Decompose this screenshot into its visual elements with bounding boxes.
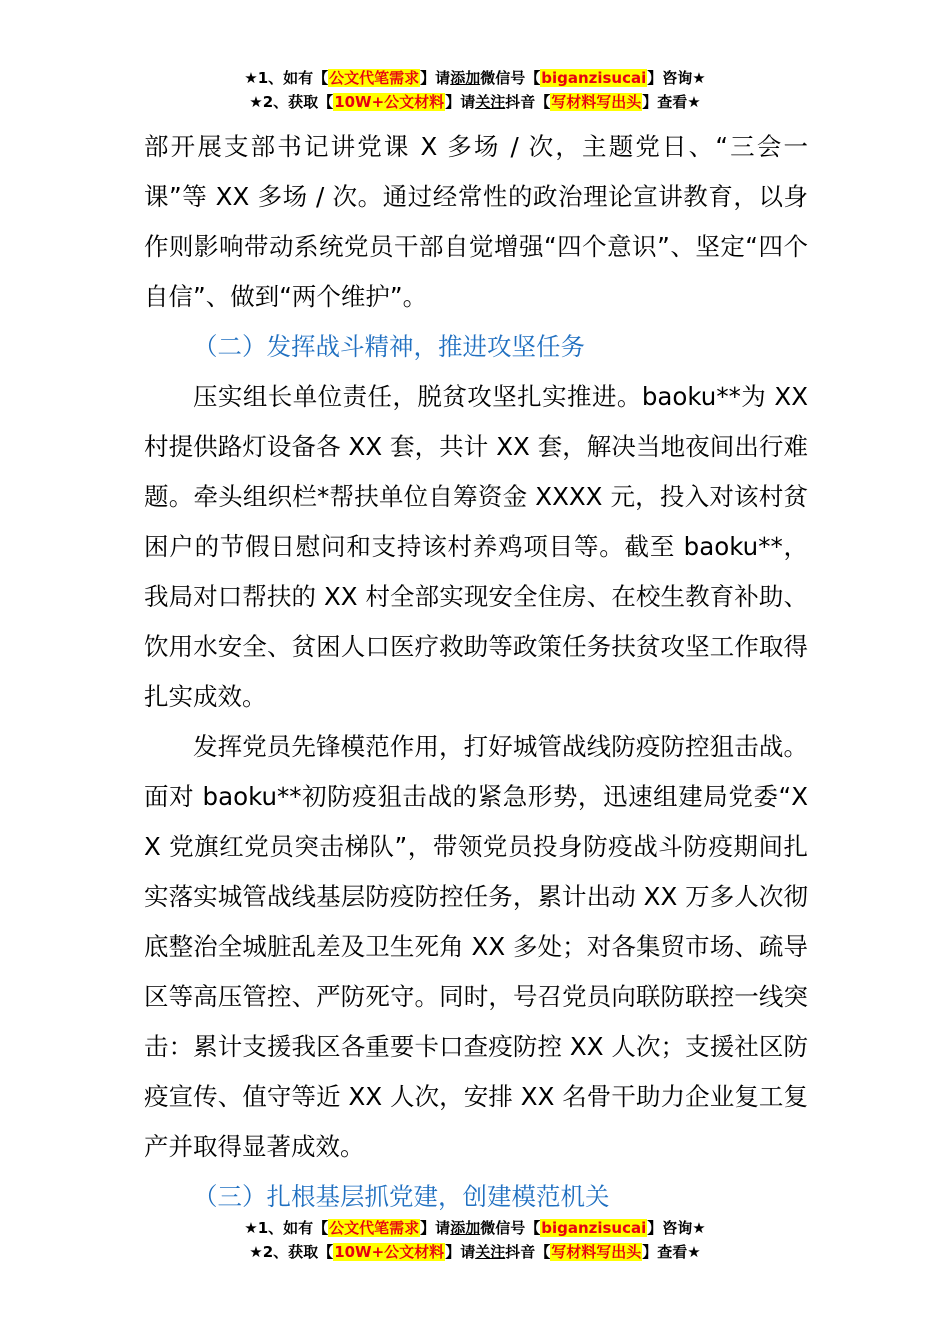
banner-highlight: 写材料写出头	[551, 93, 642, 111]
banner-underline: 关注	[475, 1243, 506, 1261]
banner-highlight: biganzisucai	[541, 69, 647, 87]
banner-text: 抖音【	[505, 93, 551, 111]
banner-highlight: 10W+公文材料	[334, 93, 445, 111]
banner-text: 】请	[445, 93, 476, 111]
header-banner	[0, 66, 950, 114]
banner-line-1	[0, 66, 950, 90]
banner-text: 微信号【	[480, 69, 541, 87]
banner-text: 抖音【	[505, 1243, 551, 1261]
banner-text: ★1、如有【	[244, 69, 329, 87]
banner-underline: 添加	[450, 69, 481, 87]
banner-text: ★1、如有【	[244, 1219, 329, 1237]
banner-highlight: 公文代笔需求	[329, 69, 420, 87]
banner-text: 】请	[445, 1243, 476, 1261]
banner-text: 】查看★	[642, 1243, 701, 1261]
banner-text: 】请	[420, 69, 451, 87]
document-body	[144, 122, 808, 1222]
paragraph-3: 发挥党员先锋模范作用，打好城管战线防疫防控狙击战。面对 baoku**初防疫狙击战的紧急形势，迅速组建局党委“XX 党旗红党员突击梯队”，带领党员投身防疫战斗防疫期间扎实落实城管战线基层防疫防控任务，累计出动 XX 万多人次彻底整治全城脏乱差及卫生死角 XX 多处；对各集贸市场、疏导区等高压管控、严防死守。同时，号召党员向联防联控一线突击：累计支援我区各重要卡口查疫防控 XX 人次；支援社区防疫宣传、值守等近 XX 人次，安排 XX 名骨干助力企业复工复产并取得显著成效。	[144, 732, 808, 1161]
banner-line-1	[0, 1216, 950, 1240]
banner-text: 】咨询★	[647, 69, 706, 87]
banner-line-2	[0, 1240, 950, 1264]
banner-text: 微信号【	[480, 1219, 541, 1237]
banner-text: 】咨询★	[647, 1219, 706, 1237]
paragraph-2: 压实组长单位责任，脱贫攻坚扎实推进。baoku**为 XX 村提供路灯设备各 XX 套，共计 XX 套，解决当地夜间出行难题。牵头组织栏*帮扶单位自筹资金 XXXX 元，投入对该村贫困户的节假日慰问和支持该村养鸡项目等。截至 baoku**，我局对口帮扶的 XX 村全部实现安全住房、在校生教育补助、饮用水安全、贫困人口医疗救助等政策任务扶贫攻坚工作取得扎实成效。	[144, 382, 808, 711]
banner-highlight: 公文代笔需求	[329, 1219, 420, 1237]
banner-highlight: 10W+公文材料	[334, 1243, 445, 1261]
banner-highlight: 写材料写出头	[551, 1243, 642, 1261]
banner-text: 】查看★	[642, 93, 701, 111]
banner-underline: 关注	[475, 93, 506, 111]
banner-text: ★2、获取【	[249, 1243, 334, 1261]
banner-text: 】请	[420, 1219, 451, 1237]
section-heading-3: （三）扎根基层抓党建，创建模范机关	[193, 1182, 610, 1211]
banner-line-2	[0, 90, 950, 114]
banner-underline: 添加	[450, 1219, 481, 1237]
section-heading-2: （二）发挥战斗精神，推进攻坚任务	[193, 332, 585, 361]
banner-highlight: biganzisucai	[541, 1219, 647, 1237]
paragraph-1: 部开展支部书记讲党课 X 多场 / 次，主题党日、“三会一课”等 XX 多场 / 次。通过经常性的政治理论宣讲教育，以身作则影响带动系统党员干部自觉增强“四个意识”、坚定“四个自信”、做到“两个维护”。	[144, 132, 808, 311]
footer-banner	[0, 1216, 950, 1264]
banner-text: ★2、获取【	[249, 93, 334, 111]
